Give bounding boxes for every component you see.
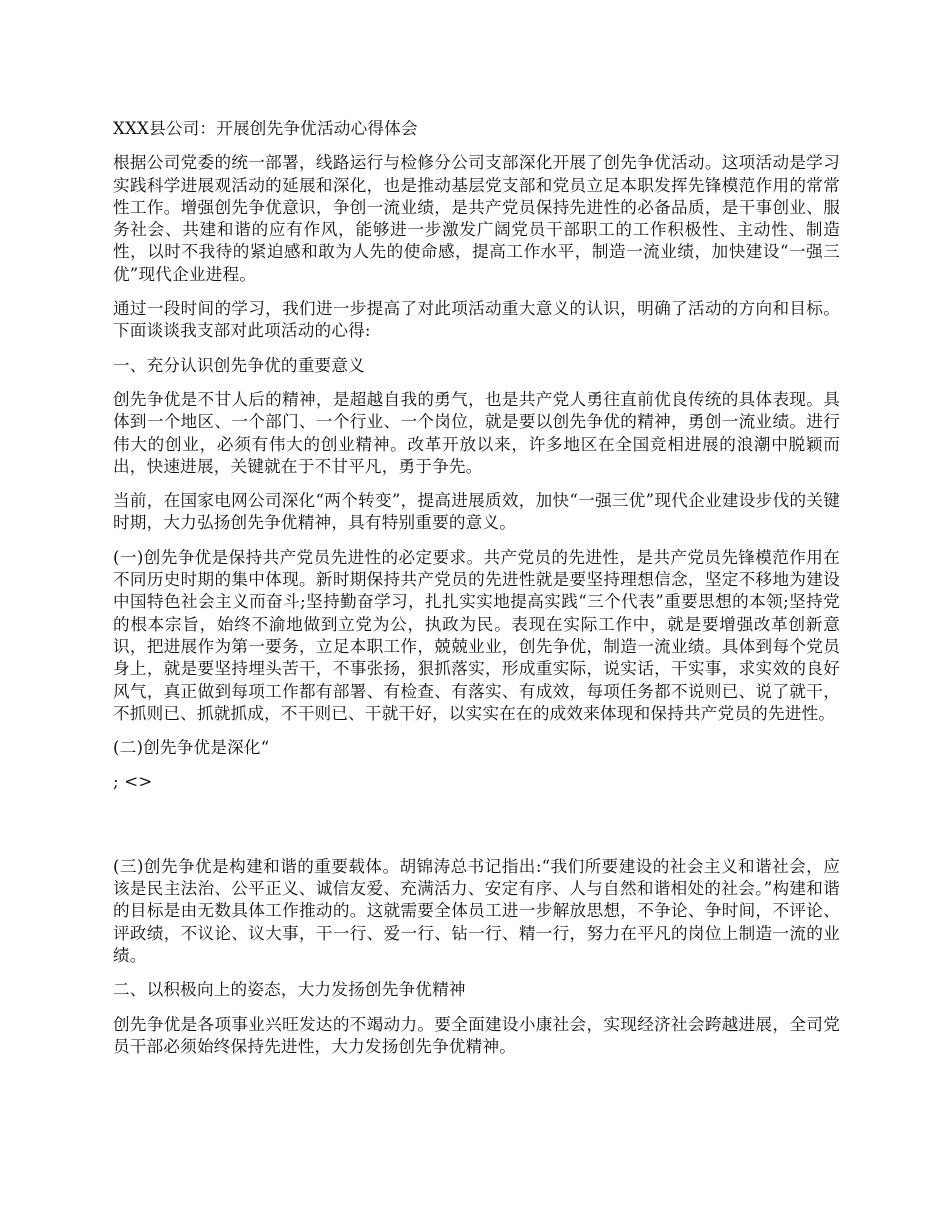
paragraph-current: 当前，在国家电网公司深化“两个转变”，提高进展质效，加快“一强三优”现代企业建设步伐的关键时期，大力弘扬创先争优精神，具有特别重要的意义。 bbox=[113, 491, 840, 533]
document-title: XXX县公司：开展创先争优活动心得体会 bbox=[113, 119, 418, 138]
section-heading-1: 一、充分认识创先争优的重要意义 bbox=[113, 355, 365, 375]
section-heading-2: 二、以积极向上的姿态，大力发扬创先争优精神 bbox=[113, 980, 466, 1000]
paragraph-intro: 根据公司党委的统一部署，线路运行与检修分公司支部深化开展了创先争优活动。这项活动是学习实践科学进展观活动的延展和深化，也是推动基层党支部和党员立足本职发挥先锋模范作用的常常性工作。增强创先争优意识，争创一流业绩，是共产党员保持先进性的必备品质，是干事创业、服务社会、共建和谐的应有作风，能够进一步激发广阔党员干部职工的工作积极性、主动性、制造性，以时不我待的紧迫感和敢为人先的使命感，提高工作水平，制造一流业绩，加快建设“一强三优”现代企业进程。 bbox=[113, 153, 840, 284]
paragraph-point-2: (二)创先争优是深化“ bbox=[113, 738, 270, 758]
paragraph-spirit: 创先争优是不甘人后的精神，是超越自我的勇气，也是共产党人勇往直前优良传统的具体表现。具体到一个地区、一个部门、一个行业、一个岗位，就是要以创先争优的精神，勇创一流业绩。进行伟大的创业，必须有伟大的创业精神。改革开放以来，许多地区在全国竞相进展的浪潮中脱颖而出，快速进展，关键就在于不甘平凡，勇于争先。 bbox=[113, 389, 840, 476]
paragraph-study: 通过一段时间的学习，我们进一步提高了对此项活动重大意义的认识，明确了活动的方向和目标。下面谈谈我支部对此项活动的心得: bbox=[113, 299, 840, 341]
stray-markup-text: ; <> bbox=[113, 772, 153, 792]
paragraph-point-3: (三)创先争优是构建和谐的重要载体。胡锦涛总书记指出:“我们所要建设的社会主义和谐社会，应该是民主法治、公平正义、诚信友爱、充满活力、安定有序、人与自然和谐相处的社会。”构建和谐的目标是由无数具体工作推动的。这就需要全体员工进一步解放思想，不争论、争时间，不评论、评政绩，不议论、议大事，干一行、爱一行、钻一行、精一行，努力在平凡的岗位上制造一流的业绩。 bbox=[113, 856, 840, 965]
blank-space bbox=[113, 794, 840, 856]
paragraph-motivation: 创先争优是各项事业兴旺发达的不竭动力。要全面建设小康社会，实现经济社会跨越进展，全司党员干部必须始终保持先进性，大力发扬创先争优精神。 bbox=[113, 1014, 840, 1056]
paragraph-point-1: (一)创先争优是保持共产党员先进性的必定要求。共产党员的先进性，是共产党员先锋模范作用在不同历史时期的集中体现。新时期保持共产党员的先进性就是要坚持理想信念，坚定不移地为建设中国特色社会主义而奋斗;坚持勤奋学习，扎扎实实地提高实践“三个代表”重要思想的本领;坚持党的根本宗旨，始终不渝地做到立党为公，执政为民。表现在实际工作中，就是要增强改革创新意识，把进展作为第一要务，立足本职工作，兢兢业业，创先争优，制造一流业绩。具体到每个党员身上，就是要坚持埋头苦干，不事张扬，狠抓落实，形成重实际，说实话，干实事，求实效的良好风气，真正做到每项工作都有部署、有检查、有落实、有成效，每项任务都不说则已、说了就干，不抓则已、抓就抓成，不干则已、干就干好，以实实在在的成效来体现和保持共产党员的先进性。 bbox=[113, 547, 840, 723]
document-body bbox=[113, 118, 840, 1058]
